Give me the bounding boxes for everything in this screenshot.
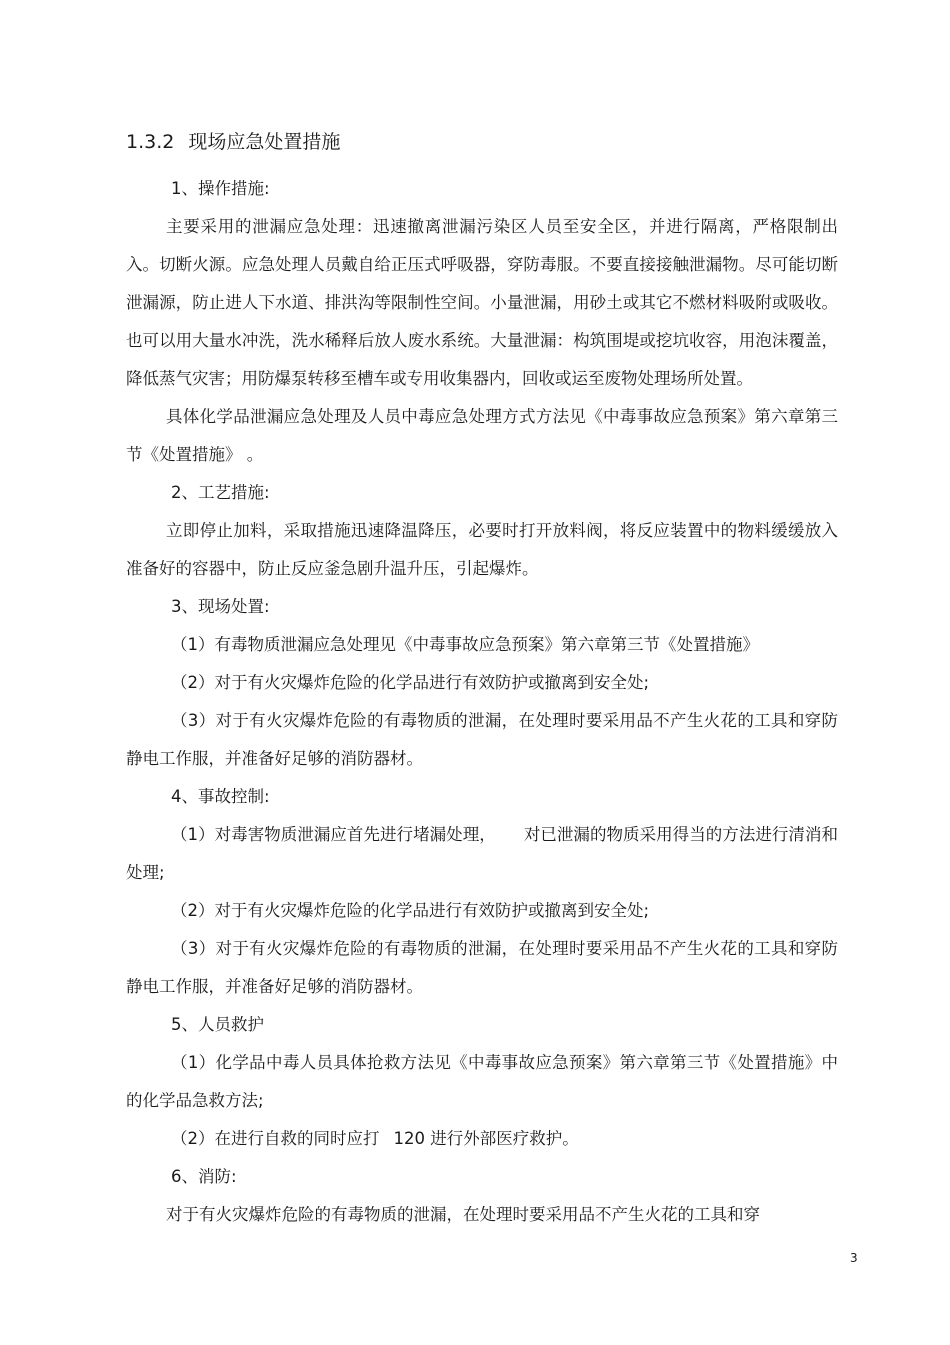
section-title: 现场应急处置措施 (188, 131, 341, 153)
item-heading-rescue: 5、人员救护 (171, 1015, 264, 1034)
list-item: （1）有毒物质泄漏应急处理见《中毒事故应急预案》第六章第三节《处置措施》 (171, 635, 759, 654)
item-heading-onsite: 3、现场处置: (171, 597, 270, 616)
list-item-part: （1）对毒害物质泄漏应首先进行堵漏处理， (171, 825, 496, 844)
item-heading-control: 4、事故控制: (171, 787, 270, 806)
paragraph-process: 立即停止加料，采取措施迅速降温降压，必要时打开放料阀，将反应装置中的物料缓缓放入准备好的容器中，防止反应釜急剧升温升压，引起爆炸。 (126, 521, 838, 578)
section-heading (126, 128, 340, 156)
list-item-part: 120 进行外部医疗救护。 (393, 1129, 579, 1148)
list-item (126, 816, 838, 892)
list-item-part: （2）在进行自救的同时应打 (171, 1129, 380, 1148)
item-heading-operation: 1、操作措施: (171, 179, 270, 198)
item-heading-process: 2、工艺措施: (171, 483, 270, 502)
list-item: （3）对于有火灾爆炸危险的有毒物质的泄漏，在处理时要采用品不产生火花的工具和穿防静电工作服，并准备好足够的消防器材。 (126, 711, 838, 768)
list-item: （3）对于有火灾爆炸危险的有毒物质的泄漏，在处理时要采用品不产生火花的工具和穿防静电工作服，并准备好足够的消防器材。 (126, 939, 838, 996)
body-text (126, 170, 838, 1234)
paragraph-leak-handling: 主要采用的泄漏应急处理：迅速撤离泄漏污染区人员至安全区，并进行隔离，严格限制出入。切断火源。应急处理人员戴自给正压式呼吸器，穿防毒服。不要直接接触泄漏物。尽可能切断泄漏源，防止进人下水道、排洪沟等限制性空间。小量泄漏，用砂土或其它不燃材料吸附或吸收。也可以用大量水冲洗，洗水稀释后放人废水系统。大量泄漏：构筑围堤或挖坑收容，用泡沫覆盖，降低蒸气灾害；用防爆泵转移至槽车或专用收集器内，回收或运至废物处理场所处置。 (126, 217, 838, 388)
list-item: （2）对于有火灾爆炸危险的化学品进行有效防护或撤离到安全处; (171, 673, 650, 692)
paragraph-reference: 具体化学品泄漏应急处理及人员中毒应急处理方式方法见《中毒事故应急预案》第六章第三节《处置措施》 。 (126, 407, 838, 464)
paragraph-firefighting: 对于有火灾爆炸危险的有毒物质的泄漏，在处理时要采用品不产生火花的工具和穿 (166, 1205, 760, 1224)
list-item-part: 对已泄漏的物质采用得当的方法进行清消和处理; (126, 825, 839, 882)
section-number: 1.3.2 (126, 131, 175, 153)
list-item: （2）对于有火灾爆炸危险的化学品进行有效防护或撤离到安全处; (171, 901, 650, 920)
list-item: （1）化学品中毒人员具体抢救方法见《中毒事故应急预案》第六章第三节《处置措施》中的化学品急救方法; (126, 1053, 838, 1110)
page-number: 3 (850, 1251, 858, 1265)
list-item (126, 1120, 838, 1158)
item-heading-firefighting: 6、消防: (171, 1167, 237, 1186)
